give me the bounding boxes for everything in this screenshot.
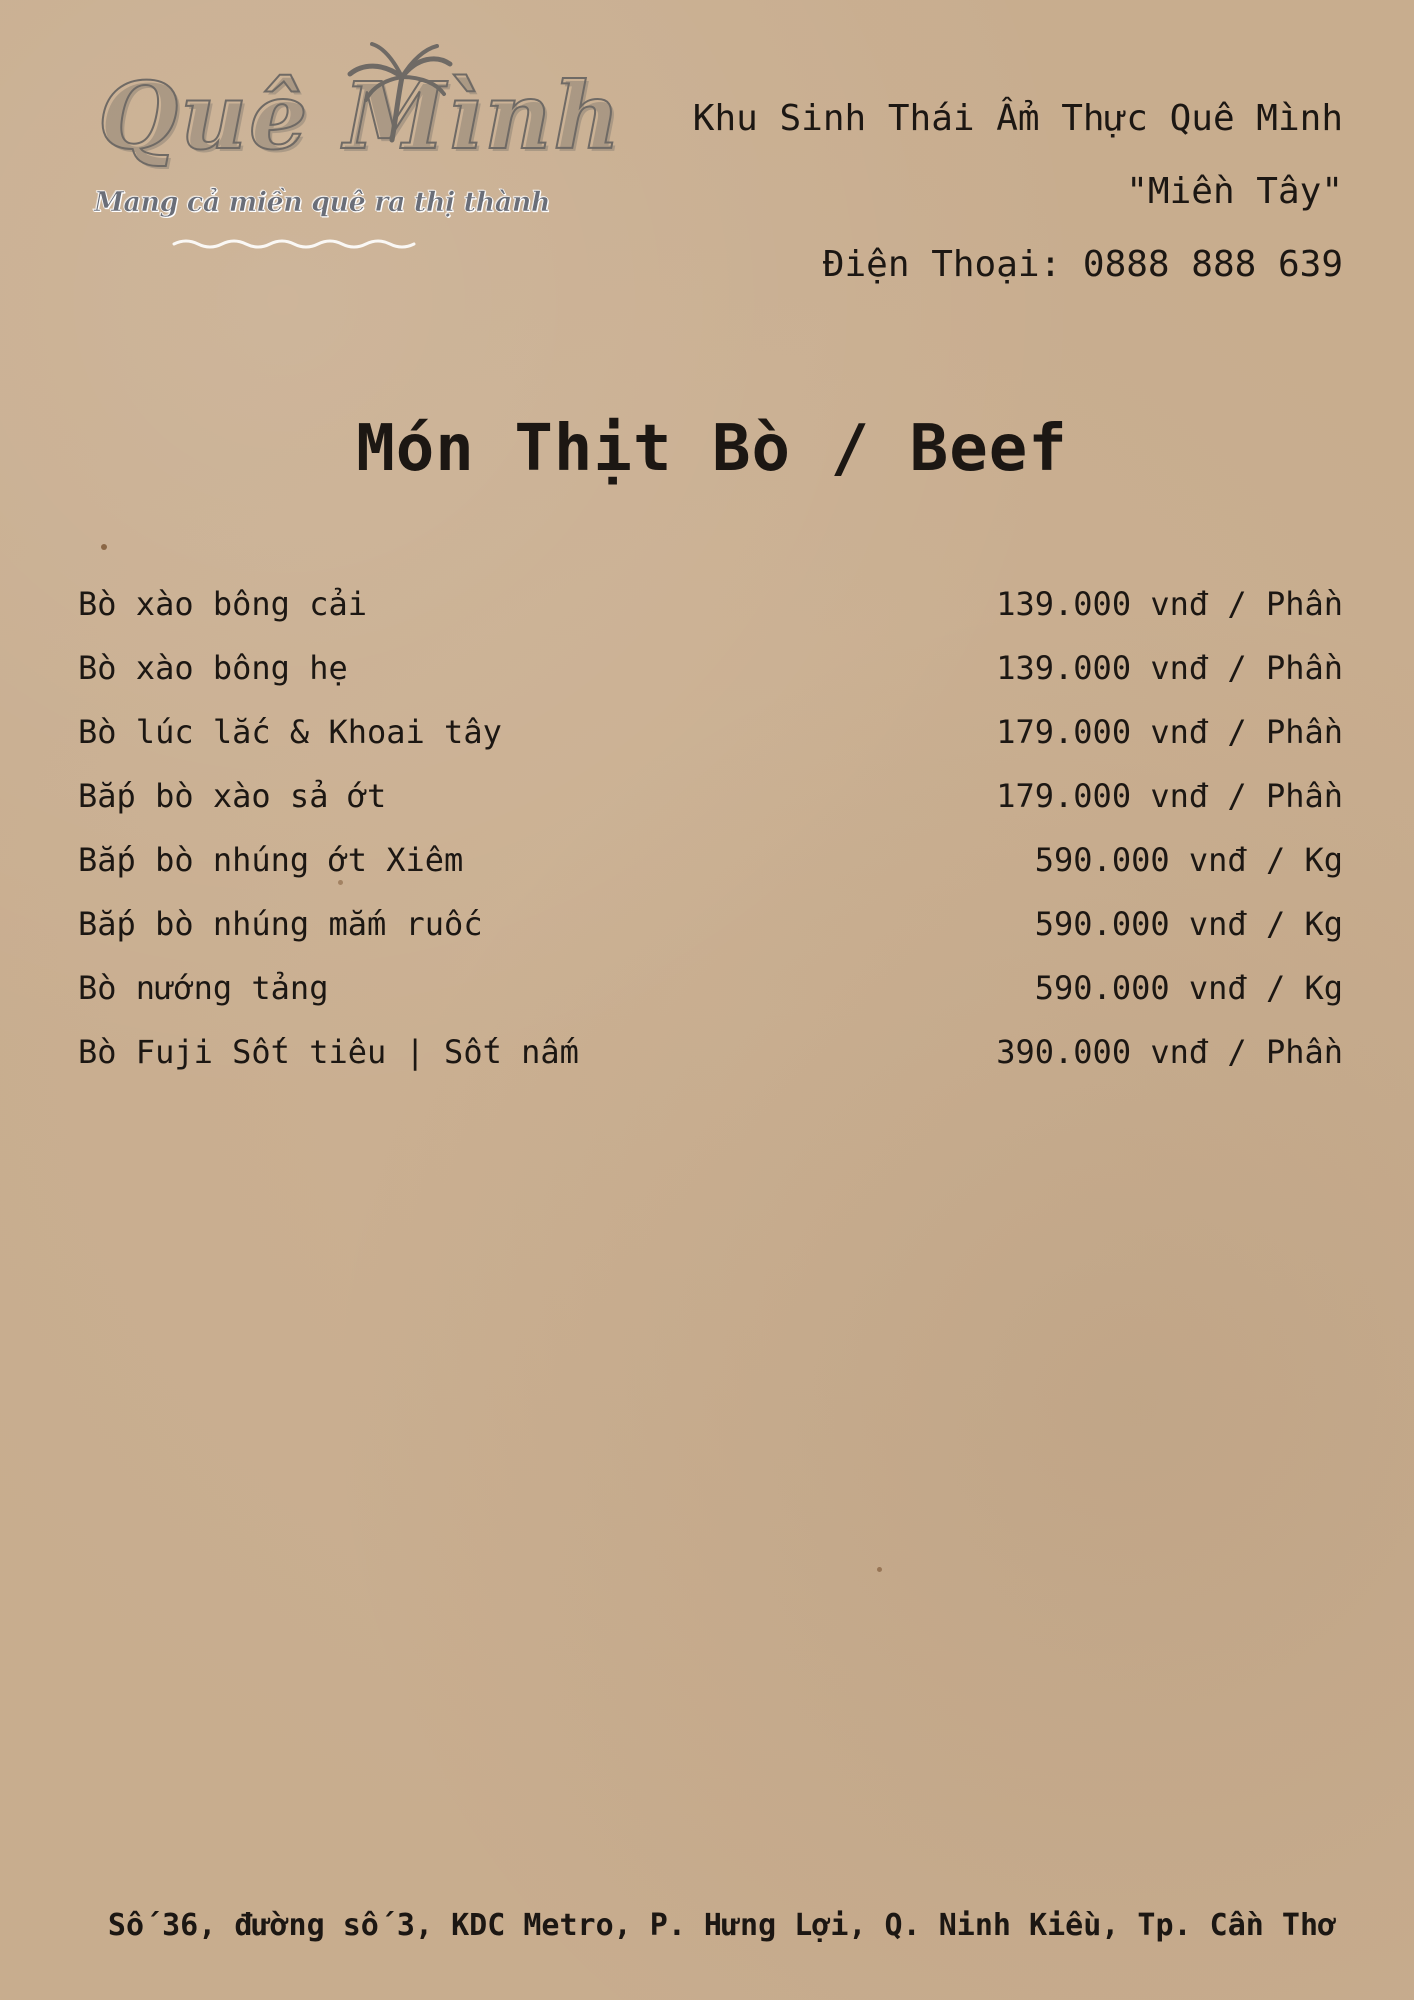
- menu-item: [78, 892, 1343, 956]
- region-label: "Miền Tây": [1126, 171, 1343, 212]
- menu-item-price: 139.000 vnđ / Phần: [996, 585, 1343, 623]
- logo-tagline: Mang cả miền quê ra thị thành: [94, 187, 550, 218]
- menu-item: [78, 572, 1343, 636]
- menu-item-price: 139.000 vnđ / Phần: [996, 649, 1343, 687]
- menu-item-name: Bắp bò xào sả ớt: [78, 777, 387, 815]
- menu-item-price: 590.000 vnđ / Kg: [1034, 905, 1343, 943]
- menu-item-name: Bò xào bông hẹ: [78, 649, 348, 687]
- menu-item-price: 179.000 vnđ / Phần: [996, 713, 1343, 751]
- menu-item-name: Bò xào bông cải: [78, 585, 367, 623]
- page-title: Món Thịt Bò / Beef: [356, 412, 1068, 486]
- menu-item: [78, 956, 1343, 1020]
- header-info: [693, 82, 1343, 301]
- business-name: Khu Sinh Thái Ẩm Thực Quê Mình: [692, 98, 1343, 139]
- phone-number: Điện Thoại: 0888 888 639: [822, 244, 1343, 285]
- wave-icon: [174, 241, 414, 247]
- paper-speck: [338, 880, 343, 885]
- menu-item-price: 590.000 vnđ / Kg: [1034, 969, 1343, 1007]
- menu-item-name: Bò lúc lắc & Khoai tây: [78, 713, 502, 751]
- menu-item: [78, 1020, 1343, 1084]
- menu-item: [78, 700, 1343, 764]
- menu-item-name: Bò Fuji Sốt tiêu | Sốt nấm: [78, 1033, 579, 1071]
- menu-item-name: Bắp bò nhúng mắm ruốc: [78, 905, 483, 943]
- menu-item-price: 179.000 vnđ / Phần: [996, 777, 1343, 815]
- menu-item: [78, 764, 1343, 828]
- paper-speck: [101, 544, 107, 550]
- menu-item-price: 590.000 vnđ / Kg: [1034, 841, 1343, 879]
- menu-item-name: Bắp bò nhúng ớt Xiêm: [78, 841, 464, 879]
- menu-item-price: 390.000 vnđ / Phần: [996, 1033, 1343, 1071]
- menu-list: [78, 572, 1343, 1084]
- menu-item: [78, 828, 1343, 892]
- menu-item-name: Bò nướng tảng: [78, 969, 329, 1007]
- logo: [92, 22, 623, 262]
- footer-address: Số 36, đường số 3, KDC Metro, P. Hưng Lợi, Q. Ninh Kiều, Tp. Cần Thơ: [107, 1908, 1337, 1943]
- logo-wordmark: Quê Mình: [98, 62, 623, 170]
- menu-item: [78, 636, 1343, 700]
- paper-speck: [877, 1567, 882, 1572]
